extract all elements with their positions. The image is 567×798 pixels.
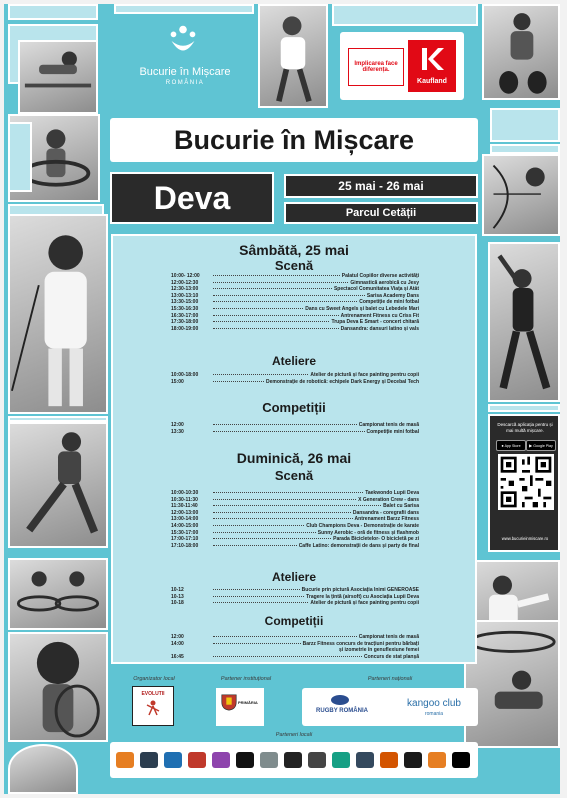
decor-tile xyxy=(8,122,32,192)
day2-competitii-list xyxy=(171,634,419,660)
schedule-row xyxy=(171,379,419,386)
schedule-time: 10-12 xyxy=(171,587,184,593)
schedule-row xyxy=(171,503,419,510)
logo-people-icon xyxy=(164,22,202,60)
decor-tile xyxy=(488,404,560,412)
local-partner-logo xyxy=(332,752,350,768)
dot-leader xyxy=(213,538,331,539)
schedule-activity: Campionat tenis de masă xyxy=(358,634,419,640)
schedule-time: 15:30-16:30 xyxy=(171,305,199,312)
primaria-logo xyxy=(216,688,264,726)
schedule-time: 14:00 xyxy=(171,640,184,647)
sponsor-card xyxy=(340,32,464,100)
photo-woman-dancing xyxy=(488,242,560,402)
local-partner-logo xyxy=(428,752,446,768)
qr-code[interactable] xyxy=(498,454,554,510)
coat-of-arms-icon xyxy=(220,692,238,712)
schedule-row xyxy=(171,641,419,648)
schedule-row xyxy=(171,319,419,326)
schedule-row xyxy=(171,536,419,543)
dancer-icon xyxy=(143,699,163,719)
schedule-activity: Demonstrație de robotică: echipele Dark Energy și Decebal Tech xyxy=(265,378,419,385)
schedule-time: 16:45 xyxy=(171,653,184,660)
schedule-row xyxy=(171,326,419,333)
schedule-time: 12:00-13:00 xyxy=(171,509,199,516)
schedule-row xyxy=(171,523,419,530)
schedule-activity: Dansandra: dansuri latino și vals xyxy=(340,325,419,332)
dot-leader xyxy=(213,381,264,382)
dot-leader xyxy=(213,643,301,644)
schedule-row xyxy=(171,647,419,654)
schedule-activity: Gimnastică aerobică cu Jesy xyxy=(350,279,419,286)
schedule-time: 16:30-17:00 xyxy=(171,312,199,319)
app-store-label: App Store xyxy=(504,444,521,448)
national-partners-label: Parteneri naționali xyxy=(367,676,413,682)
day2-scena-title: Scenă xyxy=(274,468,314,483)
photo-two-girls-hula xyxy=(8,558,108,630)
local-partner-logo xyxy=(140,752,158,768)
schedule-row xyxy=(171,600,419,607)
title-card xyxy=(110,118,478,162)
schedule-activity: Balet cu Sarisa xyxy=(383,503,419,510)
schedule-time: 12:00-12:30 xyxy=(171,279,199,286)
dot-leader xyxy=(213,499,356,500)
event-title: Bucurie în Mișcare xyxy=(173,125,415,155)
schedule-activity: Bucurie prin pictură Asociația Inimi GENEROASE xyxy=(301,587,419,593)
schedule-time: 17:10-18:00 xyxy=(171,542,199,549)
schedule-row xyxy=(171,634,419,641)
schedule-activity: Sarisa Academy Dans xyxy=(366,292,419,299)
photo-fencer xyxy=(8,214,108,414)
decor-tile xyxy=(332,4,478,26)
logo-subtext: ROMÂNIA xyxy=(165,80,205,86)
schedule-row xyxy=(171,429,419,436)
venue-banner: Parcul Cetății xyxy=(284,202,478,224)
schedule-time: 13:00-13:10 xyxy=(171,292,199,299)
schedule-activity: Spectacol Comunitatea Viața și Atât xyxy=(333,286,419,293)
schedule-time: 12:00 xyxy=(171,634,184,640)
day2-ateliere-title: Ateliere xyxy=(271,570,317,584)
kangoo-club-sub: romania xyxy=(424,711,444,717)
dates-banner: 25 mai - 26 mai xyxy=(284,174,478,198)
institutional-partner-label: Partener instituțional xyxy=(220,676,272,682)
dot-leader xyxy=(213,295,365,296)
schedule-activity: Dansandra - coregrafii dans xyxy=(352,509,419,516)
schedule-activity: Atelier de pictură și face painting pentru copii xyxy=(310,600,419,607)
local-partner-logo xyxy=(236,752,254,768)
schedule-activity: Campionat tenis de masă xyxy=(358,422,419,428)
dot-leader xyxy=(213,282,348,283)
dot-leader xyxy=(213,602,308,603)
schedule-time: 14:00-15:00 xyxy=(171,522,199,529)
schedule-activity: Antrenament Barzz Fitness xyxy=(354,516,419,523)
schedule-row xyxy=(171,313,419,320)
app-download-card xyxy=(488,414,560,552)
kaufland-k-icon xyxy=(408,42,456,76)
schedule-activity: X Generation Crew - dans xyxy=(358,496,419,503)
local-partner-logo xyxy=(212,752,230,768)
decor-tile xyxy=(490,144,560,154)
dot-leader xyxy=(213,315,339,316)
schedule-time: 17:00-17:10 xyxy=(171,536,199,543)
dot-leader xyxy=(213,431,365,432)
dot-leader xyxy=(213,512,351,513)
schedule-row xyxy=(171,530,419,537)
local-partner-logo xyxy=(188,752,206,768)
schedule-row xyxy=(171,497,419,504)
decor-tile xyxy=(8,4,98,20)
schedule-activity: Sunny Aerobic - oră de fitness și flashmob xyxy=(317,529,419,536)
app-website[interactable]: www.bucurieinmiscare.ro xyxy=(501,536,549,541)
city-banner: Deva xyxy=(110,172,274,224)
schedule-time: 13:30 xyxy=(171,428,184,435)
schedule-time: 10:00-18:00 xyxy=(171,372,199,378)
schedule-time: 13:30-15:00 xyxy=(171,299,199,306)
schedule-time: 17:30-18:00 xyxy=(171,319,199,326)
day1-competitii-title: Competiții xyxy=(262,400,326,415)
schedule-time: 12:00 xyxy=(171,422,184,428)
schedule-time: 13:00-14:00 xyxy=(171,516,199,523)
dot-leader xyxy=(213,288,332,289)
kaufland-name: Kaufland xyxy=(417,78,447,85)
program-panel xyxy=(111,234,477,664)
dot-leader xyxy=(213,308,303,309)
dot-leader xyxy=(213,596,304,597)
decor-tile xyxy=(490,108,560,142)
photo-woman-hula-hoop xyxy=(464,620,560,748)
dot-leader xyxy=(213,525,304,526)
day2-ateliere-list xyxy=(171,587,419,607)
schedule-row xyxy=(171,543,419,550)
sponsor-slogan: Implicarea face diferența. xyxy=(348,48,404,86)
day2-competitii-title: Competiții xyxy=(264,614,324,628)
schedule-time: 12:30-13:00 xyxy=(171,286,199,293)
schedule-time: 10:00- 12:00 xyxy=(171,273,200,279)
schedule-time: 15:30-17:00 xyxy=(171,529,199,536)
dot-leader xyxy=(213,301,357,302)
schedule-activity: Competiție de mini fotbal xyxy=(359,299,419,306)
logo-text: Bucurie în Mișcare xyxy=(139,66,231,78)
day2-scena-list xyxy=(171,490,419,549)
local-partner-logo xyxy=(404,752,422,768)
kangoo-club-name: kangoo club xyxy=(407,698,461,709)
schedule-activity: Atelier de pictură și face painting pentru copii xyxy=(310,372,419,378)
evolutii-name: EVOLUTII xyxy=(141,691,165,697)
dot-leader xyxy=(213,545,297,546)
schedule-row xyxy=(171,372,419,379)
schedule-row xyxy=(171,280,419,287)
local-partner-logo xyxy=(308,752,326,768)
kaufland-logo xyxy=(408,40,456,92)
apple-icon: ● xyxy=(501,443,504,448)
schedule-time: 10:00-10:30 xyxy=(171,490,199,496)
schedule-time: 18:00-19:00 xyxy=(171,325,199,332)
schedule-activity: Dans cu Sweet Angels și balet cu Lebedele Mari xyxy=(305,305,419,312)
schedule-activity: și izometrie în genuflexiune femei xyxy=(338,647,419,654)
schedule-time: 10:30-11:30 xyxy=(171,496,198,503)
schedule-row xyxy=(171,422,419,429)
dot-leader xyxy=(213,656,362,657)
day1-scena-list xyxy=(171,273,419,332)
schedule-activity: Competiție mini fotbal xyxy=(366,428,419,435)
rugby-ball-icon xyxy=(330,694,350,706)
app-store-button[interactable] xyxy=(496,440,526,451)
evolutii-logo xyxy=(132,686,174,726)
dot-leader xyxy=(213,532,316,533)
photo-boy-running xyxy=(258,4,328,108)
local-partner-logo xyxy=(164,752,182,768)
dot-leader xyxy=(213,374,308,375)
schedule-row xyxy=(171,516,419,523)
local-partners-label: Parteneri locali xyxy=(275,732,313,738)
local-partner-logo xyxy=(284,752,302,768)
rugby-romania-name: RUGBY ROMÂNIA xyxy=(316,708,368,714)
schedule-activity: Concurs de stat planșă xyxy=(363,653,419,660)
dot-leader xyxy=(213,424,357,425)
schedule-time: 10-13 xyxy=(171,593,184,600)
google-play-label: Google Play xyxy=(533,444,553,448)
national-partners-card xyxy=(302,688,478,726)
decor-tile xyxy=(114,4,254,14)
photo-ball xyxy=(8,744,78,794)
schedule-row xyxy=(171,299,419,306)
local-partner-logo xyxy=(260,752,278,768)
photo-archer xyxy=(482,154,560,236)
dot-leader xyxy=(213,492,363,493)
schedule-activity: Palatul Copiilor diverse activități xyxy=(341,273,419,279)
dot-leader xyxy=(213,589,300,590)
dot-leader xyxy=(213,636,357,637)
local-organizer-label: Organizator local xyxy=(133,676,175,682)
day1-title: Sâmbătă, 25 mai xyxy=(239,242,349,258)
primaria-name: PRIMĂRIA xyxy=(238,700,258,705)
day2-title: Duminică, 26 mai xyxy=(236,450,352,466)
schedule-activity: Antrenament Fitness cu Criss Fit xyxy=(340,312,419,319)
event-poster xyxy=(4,4,560,794)
qr-code-icon xyxy=(498,454,554,510)
dot-leader xyxy=(213,321,329,322)
logo-block xyxy=(114,16,256,102)
photo-girl-exercising xyxy=(8,422,108,548)
schedule-activity: Parada Bicicletelor- O bicicletă pe zi xyxy=(333,536,419,543)
day1-competitii-list xyxy=(171,422,419,435)
schedule-activity: Barzz Fitness concurs de tracțiuni pentru bărbați xyxy=(302,640,419,647)
local-partner-logo xyxy=(380,752,398,768)
schedule-row xyxy=(171,490,419,497)
schedule-activity: Taekwondo Lupii Deva xyxy=(365,490,419,496)
schedule-row xyxy=(171,594,419,601)
local-partner-logo xyxy=(116,752,134,768)
google-play-button[interactable] xyxy=(526,440,556,451)
schedule-row xyxy=(171,273,419,280)
schedule-row xyxy=(171,293,419,300)
day1-scena-title: Scenă xyxy=(274,258,314,273)
schedule-time: 10-18 xyxy=(171,600,184,607)
play-icon: ▶ xyxy=(529,443,533,448)
photo-girl-curly-hair xyxy=(8,632,108,742)
schedule-row xyxy=(171,587,419,594)
local-partner-logo xyxy=(452,752,470,768)
schedule-activity: Trupa Deva E Smart - concert chitară xyxy=(331,319,419,326)
app-download-text: Descarcă aplicația pentru și mai multă mișcare. xyxy=(497,422,553,433)
photo-kangoo-jumper xyxy=(482,4,560,100)
schedule-time: 15:00 xyxy=(171,378,184,385)
local-partners-strip xyxy=(110,742,478,778)
photo-girl-on-bars xyxy=(18,40,98,114)
schedule-time: 11:30-11:40 xyxy=(171,503,198,510)
day1-ateliere-title: Ateliere xyxy=(271,354,317,368)
dot-leader xyxy=(213,518,353,519)
schedule-row xyxy=(171,510,419,517)
dot-leader xyxy=(213,275,340,276)
schedule-activity: Club Champions Deva - Demonstrație de karate xyxy=(306,522,419,529)
dot-leader xyxy=(213,505,381,506)
schedule-activity: Tragere la țintă (airsoft) cu Asociația Lupii Deva xyxy=(306,593,419,600)
dot-leader xyxy=(213,328,339,329)
local-partner-logo xyxy=(356,752,374,768)
schedule-row xyxy=(171,286,419,293)
schedule-row xyxy=(171,654,419,661)
schedule-activity: Caffe Latino: demonstrații de dans și party de final xyxy=(298,542,419,549)
schedule-row xyxy=(171,306,419,313)
local-organizer-block xyxy=(110,668,198,732)
day1-ateliere-list xyxy=(171,372,419,385)
